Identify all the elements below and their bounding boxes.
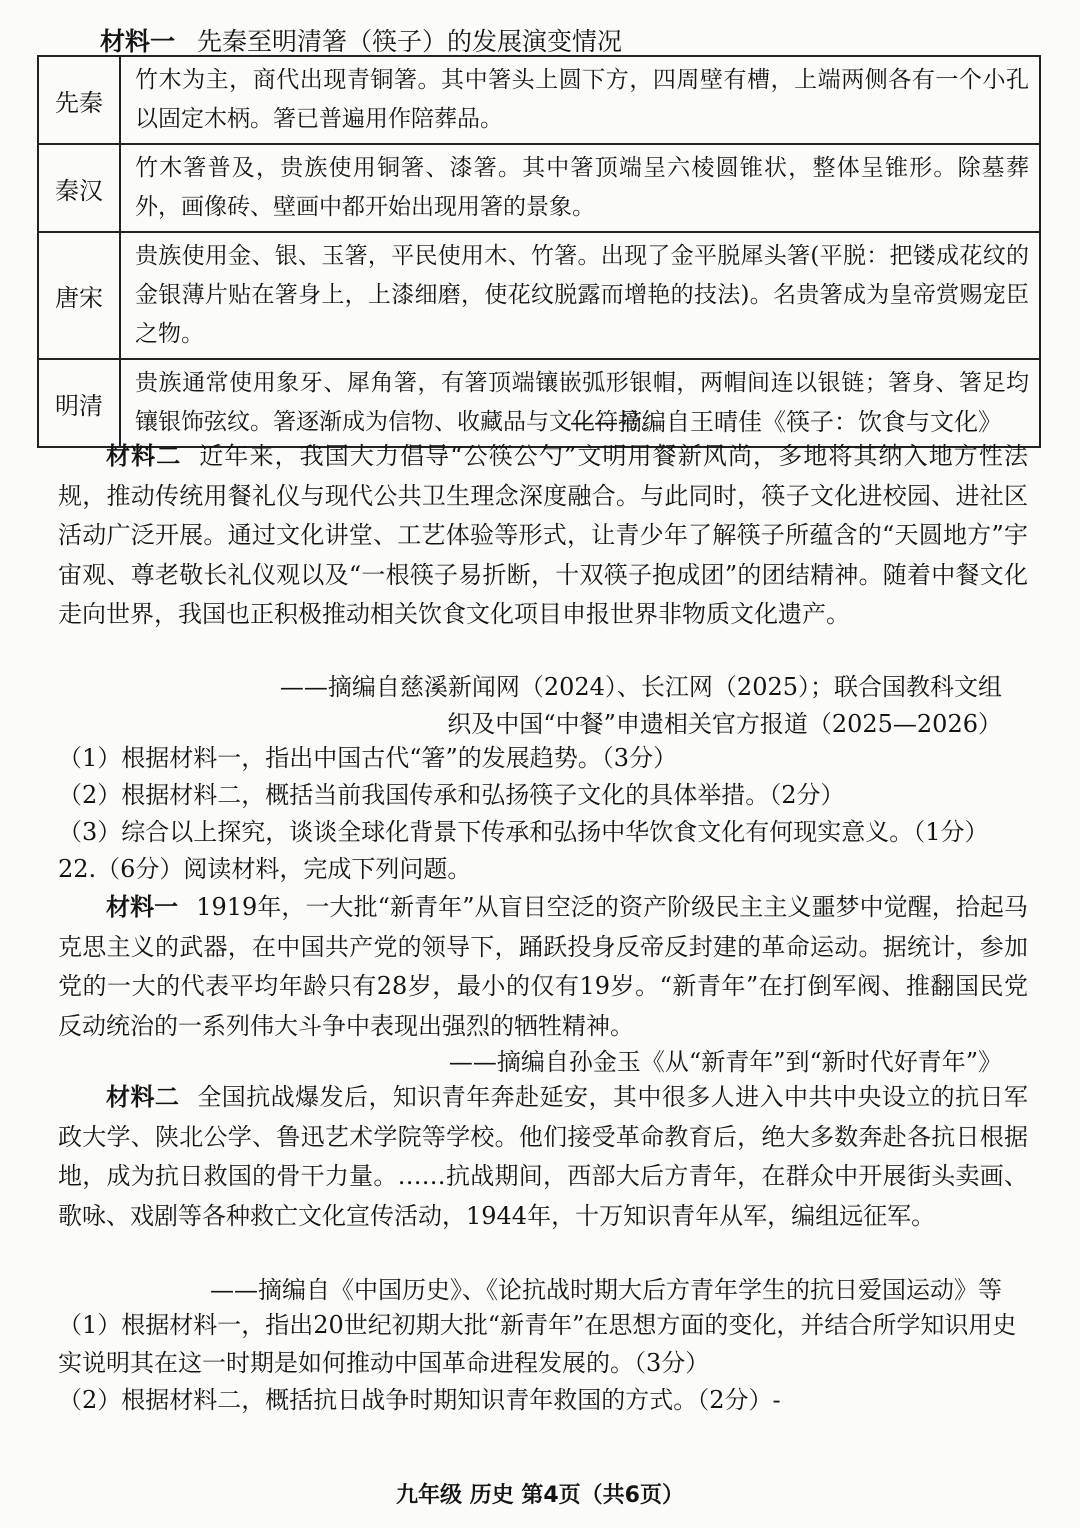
material-text: 近年来，我国大力倡导“公筷公勺”文明用餐新风尚，多地将其纳入地方性法规，推动传统用餐礼仪与现代公共卫生理念深度融合。与此同时，筷子文化进校园、进社区活动广泛开展。通过文化讲堂、工艺体验等形式，让青少年了解筷子所蕴含的“天圆地方”宇宙观、尊老敬长礼仪观以及“一根筷子易折断，十双筷子抱成团”的团结精神。随着中餐文化走向世界，我国也正积极推动相关饮食文化项目申报世界非物质文化遗产。 xyxy=(58,442,1028,628)
material-text: 1919年，一大批“新青年”从盲目空泛的资产阶级民主主义噩梦中觉醒，拾起马克思主义的武器，在中国共产党的领导下，踊跃投身反帝反封建的革命运动。据统计，参加党的一大的代表平均年龄只有28岁，最小的仅有19岁。“新青年”在打倒军阀、推翻国民党反动统治的一系列伟大斗争中表现出强烈的牺牲精神。 xyxy=(58,893,1028,1040)
material-paragraph xyxy=(58,888,1028,1046)
material-paragraph xyxy=(58,1078,1028,1236)
material-label: 材料二 xyxy=(106,1083,180,1111)
era-cell: 先秦 xyxy=(38,56,120,144)
question: （1）根据材料一，指出20世纪初期大批“新青年”在思想方面的变化，并结合所学知识用史实说明其在这一时期是如何推动中国革命进程发展的。（3分） xyxy=(58,1311,1017,1377)
description-cell: 贵族使用金、银、玉箸，平民使用木、竹箸。出现了金平脱犀头箸(平脱：把镂成花纹的金银薄片贴在箸身上，上漆细磨，使花纹脱露而增艳的技法)。名贵箸成为皇帝赏赐宠臣之物。 xyxy=(120,232,1040,359)
table-row xyxy=(38,56,1040,144)
description-cell: 贵族通常使用象牙、犀角箸，有箸顶端镶嵌弧形银帽，两帽间连以银链；箸身、箸足均镶银饰弦纹。箸逐渐成为信物、收藏品与文化符号。 xyxy=(120,359,1040,447)
description-cell: 竹木箸普及，贵族使用铜箸、漆箸。其中箸顶端呈六棱圆锥状，整体呈锥形。除墓葬外，画像砖、壁画中都开始出现用箸的景象。 xyxy=(120,144,1040,232)
material-label: 材料一 xyxy=(100,27,176,56)
question: （1）根据材料一，指出中国古代“箸”的发展趋势。（3分） xyxy=(58,744,678,772)
source-citation: ——摘编自慈溪新闻网（2024）、长江网（2025）；联合国教科文组 xyxy=(279,673,1002,701)
chopsticks-evolution-table xyxy=(37,55,1041,448)
material-label: 材料一 xyxy=(106,893,179,921)
source-citation: ——摘编自王晴佳《筷子：饮食与文化》 xyxy=(570,408,1002,436)
table-row xyxy=(38,232,1040,359)
source-citation: 织及中国“中餐”申遗相关官方报道（2025—2026） xyxy=(447,710,1002,738)
material-paragraph xyxy=(58,437,1028,635)
source-citation: ——摘编自《中国历史》、《论抗战时期大后方青年学生的抗日爱国运动》等 xyxy=(210,1276,1002,1304)
material-label: 材料二 xyxy=(106,442,182,470)
question: （2）根据材料二，概括当前我国传承和弘扬筷子文化的具体举措。（2分） xyxy=(58,781,845,809)
table-row xyxy=(38,144,1040,232)
question: （2）根据材料二，概括抗日战争时期知识青年救国的方式。（2分）- xyxy=(58,1386,781,1414)
page-footer: 九年级 历史 第4页（共6页） xyxy=(396,1483,684,1508)
question: （3）综合以上探究，谈谈全球化背景下传承和弘扬中华饮食文化有何现实意义。（1分） xyxy=(58,818,989,846)
question-header: 22.（6分）阅读材料，完成下列问题。 xyxy=(58,855,472,883)
era-cell: 明清 xyxy=(38,359,120,447)
table-heading xyxy=(100,22,622,58)
era-cell: 唐宋 xyxy=(38,232,120,359)
source-citation: ——摘编自孙金玉《从“新青年”到“新时代好青年”》 xyxy=(448,1048,1002,1076)
material-text: 全国抗战爆发后，知识青年奔赴延安，其中很多人进入中共中央设立的抗日军政大学、陕北公学、鲁迅艺术学院等学校。他们接受革命教育后，绝大多数奔赴各抗日根据地，成为抗日救国的骨干力量。……抗战期间，西部大后方青年，在群众中开展街头卖画、歌咏、戏剧等各种救亡文化宣传活动，1944年，十万知识青年从军，编组远征军。 xyxy=(58,1083,1029,1230)
table-title: 先秦至明清箸（筷子）的发展演变情况 xyxy=(197,27,623,56)
era-cell: 秦汉 xyxy=(38,144,120,232)
description-cell: 竹木为主，商代出现青铜箸。其中箸头上圆下方，四周壁有槽，上端两侧各有一个小孔以固定木柄。箸已普遍用作陪葬品。 xyxy=(120,56,1040,144)
